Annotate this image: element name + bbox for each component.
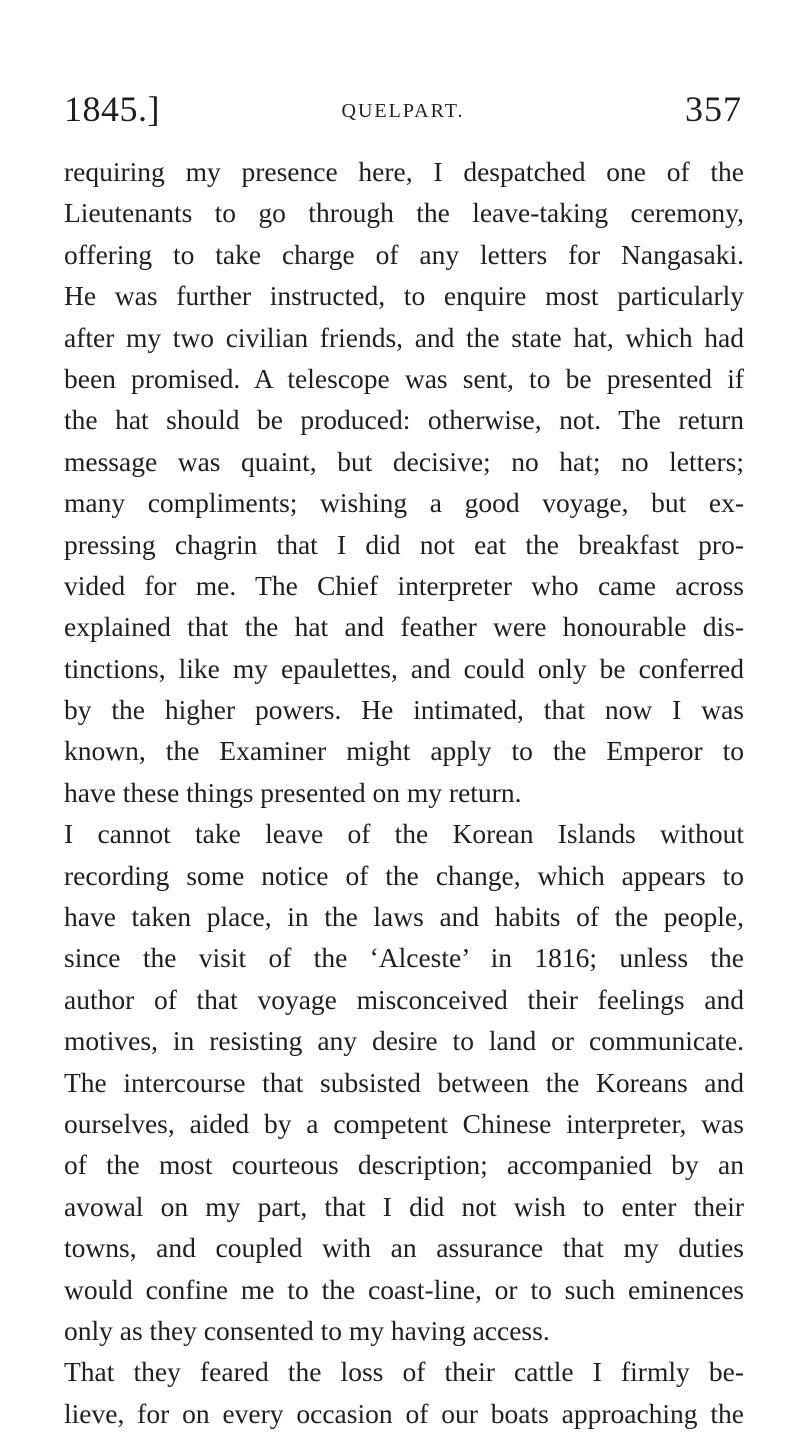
text-line: would confine me to the coast-line, or to such eminences: [64, 1273, 744, 1305]
text-line: lieve, for on every occasion of our boats approaching the: [64, 1397, 744, 1429]
text-line: tinctions, like my epaulettes, and could only be conferred: [64, 652, 744, 684]
text-line: by the higher powers. He intimated, that now I was: [64, 694, 744, 726]
text-line: message was quaint, but decisive; no hat; no letters;: [64, 445, 744, 477]
paragraph-start-line: That they feared the loss of their cattle I firmly be-: [64, 1356, 744, 1388]
text-line: requiring my presence here, I despatched one of the: [64, 156, 744, 187]
text-line: been promised. A telescope was sent, to be presented if: [64, 362, 744, 394]
text-line: the hat should be produced: otherwise, not. The return: [64, 404, 744, 436]
text-line: offering to take charge of any letters for Nangasaki.: [64, 238, 744, 270]
running-head-year: 1845.]: [64, 89, 160, 129]
text-line: vided for me. The Chief interpreter who came across: [64, 569, 744, 601]
text-line: known, the Examiner might apply to the Emperor to: [64, 735, 744, 767]
text-line: author of that voyage misconceived their feelings and: [64, 983, 744, 1015]
body-text: [64, 151, 744, 1434]
text-line: explained that the hat and feather were honourable dis-: [64, 611, 744, 643]
running-head-title: QUELPART.: [341, 100, 465, 122]
text-line: ourselves, aided by a competent Chinese interpreter, was: [64, 1107, 744, 1139]
text-line: many compliments; wishing a good voyage, but ex-: [64, 487, 744, 519]
page-number: 357: [685, 89, 742, 129]
text-line: motives, in resisting any desire to land or communicate.: [64, 1025, 744, 1057]
text-line: only as they consented to my having access.: [64, 1314, 550, 1346]
paragraph-start-line: I cannot take leave of the Korean Islands without: [64, 818, 744, 850]
text-line: avowal on my part, that I did not wish to enter their: [64, 1190, 744, 1222]
text-line: recording some notice of the change, which appears to: [64, 859, 744, 891]
text-line: He was further instructed, to enquire most particularly: [64, 280, 744, 312]
text-line: have taken place, in the laws and habits of the people,: [64, 901, 744, 933]
text-line: have these things presented on my return.: [64, 776, 522, 808]
text-line: The intercourse that subsisted between the Koreans and: [64, 1066, 744, 1098]
text-line: after my two civilian friends, and the state hat, which had: [64, 321, 744, 353]
running-head: [64, 88, 742, 138]
text-line: of the most courteous description; accompanied by an: [64, 1149, 744, 1181]
text-line: Lieutenants to go through the leave-taking ceremony,: [64, 197, 744, 229]
text-line: since the visit of the ‘Alceste’ in 1816; unless the: [64, 942, 744, 974]
text-line: pressing chagrin that I did not eat the breakfast pro-: [64, 528, 744, 560]
text-line: towns, and coupled with an assurance that my duties: [64, 1232, 744, 1264]
